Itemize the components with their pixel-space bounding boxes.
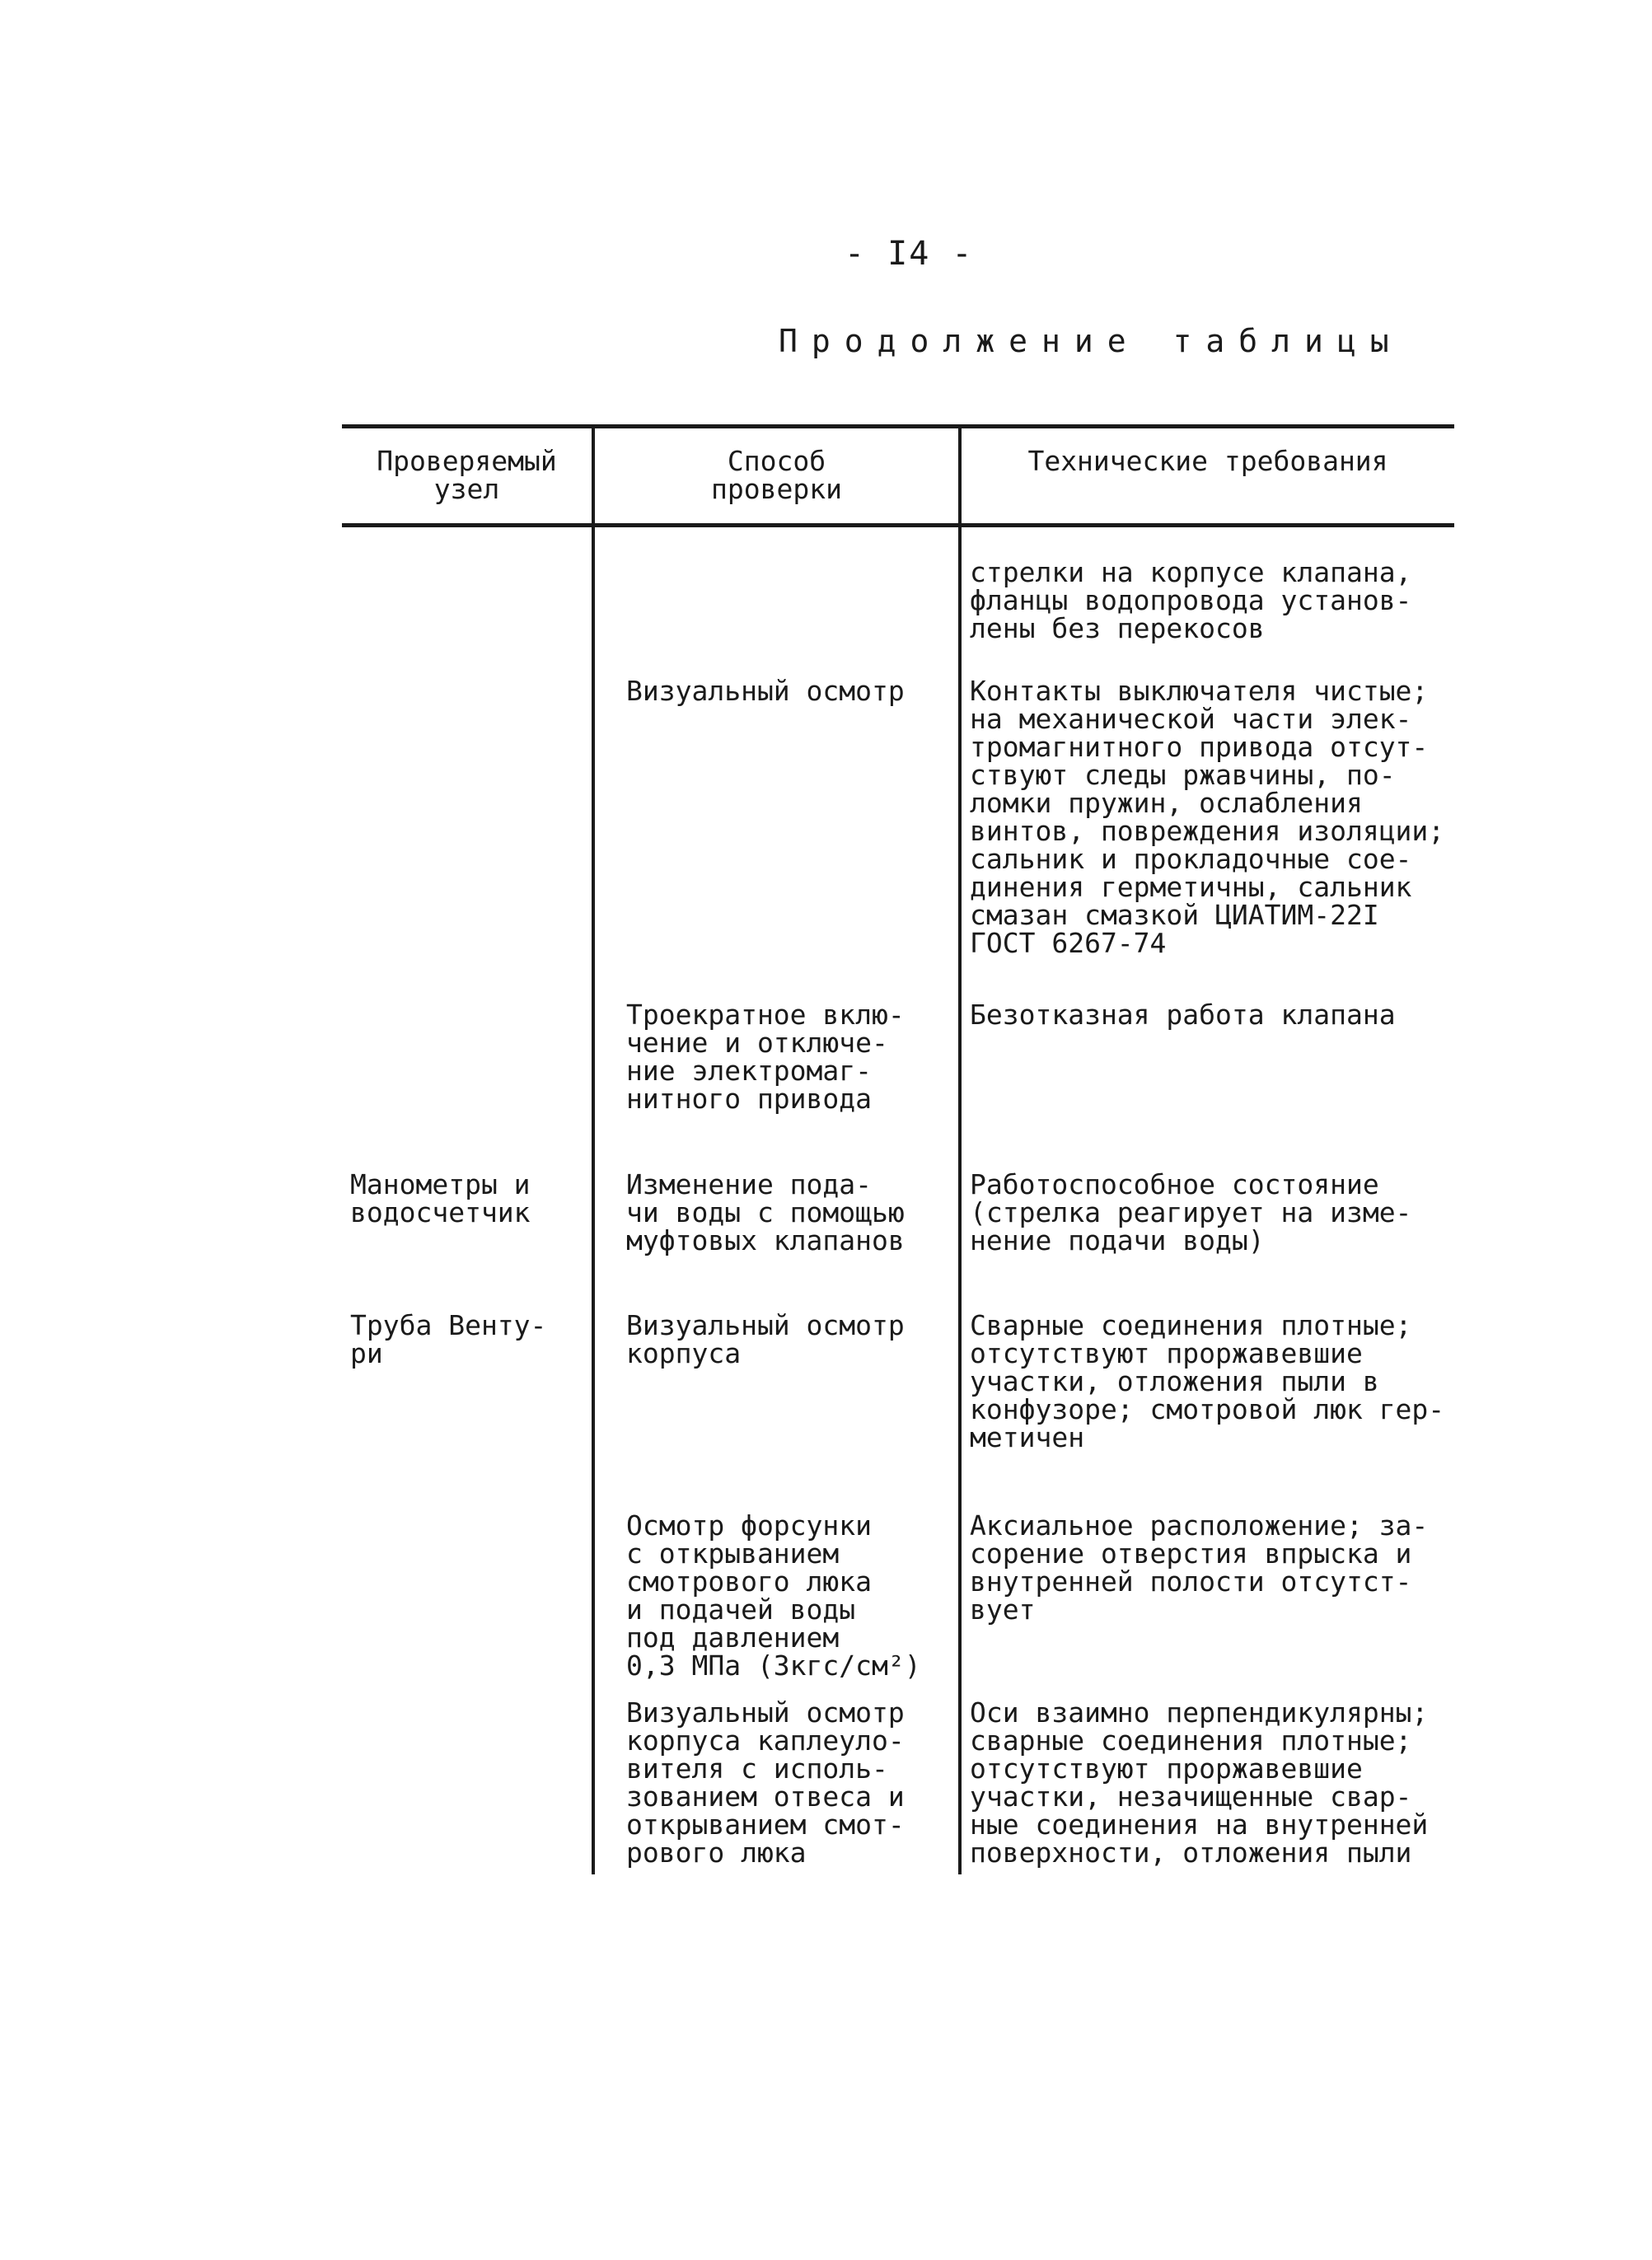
row-7-method: Визуальный осмотр корпуса каплеуло- вителя с исполь- зованием отвеса и открыванием смот- рового люка bbox=[626, 1696, 905, 1869]
row-3-requirements: Безотказная работа клапана bbox=[970, 999, 1396, 1031]
table-top-rule bbox=[342, 424, 1454, 428]
table-continuation-caption: Продолжение таблицы bbox=[779, 323, 1403, 359]
row-1-requirements: стрелки на корпусе клапана, фланцы водопровода установ- лены без перекосов bbox=[970, 556, 1412, 644]
row-6-requirements: Аксиальное расположение; за- сорение отверстия впрыска и внутренней полости отсутст- вует bbox=[970, 1509, 1429, 1626]
row-3-method: Троекратное вклю- чение и отключе- ние электромаг- нитного привода bbox=[626, 999, 905, 1115]
row-7-requirements: Оси взаимно перпендикулярны; сварные соединения плотные; отсутствуют проржавевшие участки, незачищенные свар- ные соединения на внутренней поверхности, отложения пыли bbox=[970, 1696, 1429, 1869]
header-requirements: Технические требования bbox=[1027, 445, 1388, 477]
row-4-requirements: Работоспособное состояние (стрелка реагирует на изме- нение подачи воды) bbox=[970, 1168, 1412, 1256]
header-method: Способ проверки bbox=[711, 445, 842, 505]
inspection-table bbox=[342, 424, 1454, 1874]
column-divider-2 bbox=[958, 424, 962, 1874]
header-node: Проверяемый узел bbox=[377, 445, 557, 505]
row-6-method: Осмотр форсунки с открыванием смотрового люка и подачей воды под давлением 0,3 МПа (3кгс/см²) bbox=[626, 1509, 921, 1682]
row-5-method: Визуальный осмотр корпуса bbox=[626, 1309, 905, 1369]
row-5-requirements: Сварные соединения плотные; отсутствуют проржавевшие участки, отложения пыли в конфузоре; смотровой люк гер- метичен bbox=[970, 1309, 1445, 1453]
row-5-node: Труба Венту- ри bbox=[350, 1309, 547, 1369]
header-bottom-rule bbox=[342, 523, 1454, 527]
column-divider-1 bbox=[592, 424, 595, 1874]
row-4-method: Изменение пода- чи воды с помощью муфтовых клапанов bbox=[626, 1168, 905, 1256]
row-4-node: Манометры и водосчетчик bbox=[350, 1168, 531, 1228]
row-2-requirements: Контакты выключателя чистые; на механической части элек- тромагнитного привода отсут- ствуют следы ржавчины, по- ломки пружин, ослабления винтов, повреждения изоляции; сальник и прокладочные сое- динения герметичны, сальник смазан смазкой ЦИАТИМ-22I ГОСТ 6267-74 bbox=[970, 675, 1445, 959]
row-2-method: Визуальный осмотр bbox=[626, 675, 905, 707]
page-number: - I4 - bbox=[845, 235, 974, 273]
